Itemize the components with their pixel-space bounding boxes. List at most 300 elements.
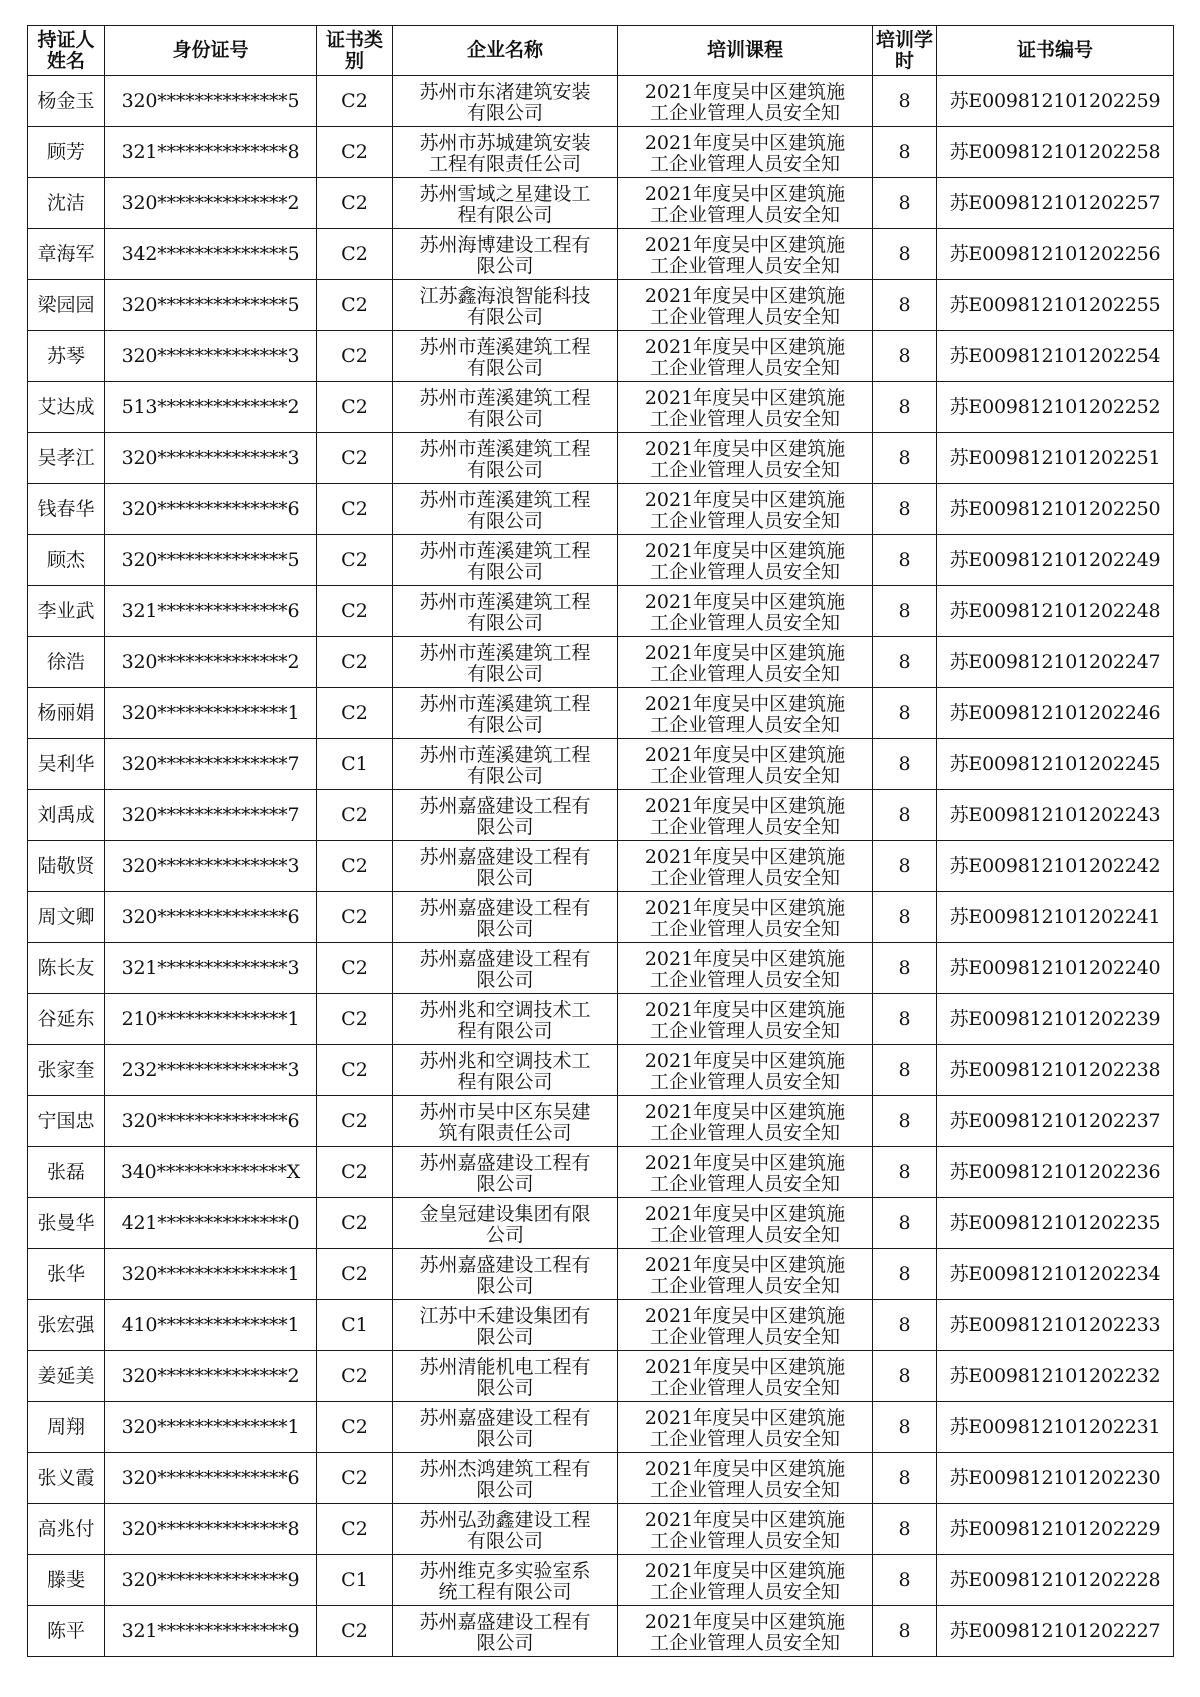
id-number-cell: 320**************8	[105, 1504, 317, 1555]
course-cell	[618, 1606, 873, 1657]
company-cell-text: 金皇冠建设集团有限公司	[419, 1202, 591, 1245]
hours-cell: 8	[873, 1606, 937, 1657]
holder-name-cell: 张华	[28, 1249, 105, 1300]
table-row	[28, 535, 1174, 586]
hours-cell: 8	[873, 1147, 937, 1198]
holder-name-cell: 张宏强	[28, 1300, 105, 1351]
course-cell-text: 2021年度吴中区建筑施工企业管理人员安全知	[644, 1100, 846, 1143]
company-cell-text: 苏州市东渚建筑安装有限公司	[419, 80, 591, 123]
table-row	[28, 1453, 1174, 1504]
table-row	[28, 1504, 1174, 1555]
course-cell	[618, 76, 873, 127]
company-cell-text: 苏州嘉盛建设工程有限公司	[419, 947, 591, 990]
course-cell	[618, 994, 873, 1045]
hours-cell: 8	[873, 484, 937, 535]
cert-type-cell: C1	[317, 1300, 393, 1351]
header-row	[28, 26, 1174, 76]
hours-cell: 8	[873, 586, 937, 637]
company-cell	[393, 1096, 618, 1147]
company-cell	[393, 1453, 618, 1504]
company-cell	[393, 739, 618, 790]
id-number-cell: 320**************3	[105, 331, 317, 382]
hours-cell: 8	[873, 739, 937, 790]
id-number-cell: 513**************2	[105, 382, 317, 433]
company-cell-text: 苏州市莲溪建筑工程有限公司	[419, 437, 591, 480]
cert-type-cell: C2	[317, 790, 393, 841]
table-row	[28, 892, 1174, 943]
course-cell-text: 2021年度吴中区建筑施工企业管理人员安全知	[644, 641, 846, 684]
company-cell	[393, 484, 618, 535]
id-number-cell: 320**************5	[105, 280, 317, 331]
company-cell	[393, 586, 618, 637]
course-cell-text: 2021年度吴中区建筑施工企业管理人员安全知	[644, 488, 846, 531]
hours-cell: 8	[873, 1096, 937, 1147]
table-row	[28, 688, 1174, 739]
table-row	[28, 127, 1174, 178]
cert-no-cell: 苏E009812101202239	[937, 994, 1174, 1045]
cert-type-cell: C2	[317, 229, 393, 280]
company-cell-text: 苏州嘉盛建设工程有限公司	[419, 1253, 591, 1296]
holder-name-cell: 周文卿	[28, 892, 105, 943]
cert-no-cell: 苏E009812101202258	[937, 127, 1174, 178]
table-row	[28, 280, 1174, 331]
company-cell-text: 江苏中禾建设集团有限公司	[419, 1304, 591, 1347]
company-cell-text: 苏州市莲溪建筑工程有限公司	[419, 386, 591, 429]
course-cell	[618, 1096, 873, 1147]
cert-type-cell: C2	[317, 178, 393, 229]
company-cell-text: 苏州海博建设工程有限公司	[419, 233, 591, 276]
company-cell-text: 苏州市莲溪建筑工程有限公司	[419, 539, 591, 582]
cert-type-cell: C2	[317, 1249, 393, 1300]
hours-cell: 8	[873, 1555, 937, 1606]
table-row	[28, 178, 1174, 229]
table-row	[28, 382, 1174, 433]
company-cell-text: 苏州嘉盛建设工程有限公司	[419, 896, 591, 939]
hours-cell: 8	[873, 1504, 937, 1555]
company-cell-text: 苏州嘉盛建设工程有限公司	[419, 1610, 591, 1653]
id-number-cell: 321**************9	[105, 1606, 317, 1657]
cert-no-cell: 苏E009812101202252	[937, 382, 1174, 433]
cert-no-cell: 苏E009812101202255	[937, 280, 1174, 331]
course-cell-text: 2021年度吴中区建筑施工企业管理人员安全知	[644, 947, 846, 990]
id-number-cell: 320**************5	[105, 535, 317, 586]
cert-type-cell: C2	[317, 841, 393, 892]
header-cert-type: 证书类别	[317, 26, 393, 76]
company-cell	[393, 688, 618, 739]
hours-cell: 8	[873, 637, 937, 688]
company-cell	[393, 943, 618, 994]
hours-cell: 8	[873, 433, 937, 484]
cert-type-cell: C2	[317, 994, 393, 1045]
header-company: 企业名称	[393, 26, 618, 76]
hours-cell: 8	[873, 892, 937, 943]
course-cell	[618, 1402, 873, 1453]
table-row	[28, 331, 1174, 382]
holder-name-cell: 杨金玉	[28, 76, 105, 127]
cert-no-cell: 苏E009812101202257	[937, 178, 1174, 229]
cert-type-cell: C2	[317, 382, 393, 433]
header-hours: 培训学时	[873, 26, 937, 76]
hours-cell: 8	[873, 1249, 937, 1300]
course-cell-text: 2021年度吴中区建筑施工企业管理人员安全知	[644, 1304, 846, 1347]
hours-cell: 8	[873, 1045, 937, 1096]
table-row	[28, 994, 1174, 1045]
course-cell	[618, 1045, 873, 1096]
id-number-cell: 232**************3	[105, 1045, 317, 1096]
course-cell-text: 2021年度吴中区建筑施工企业管理人员安全知	[644, 182, 846, 225]
cert-no-cell: 苏E009812101202249	[937, 535, 1174, 586]
cert-no-cell: 苏E009812101202256	[937, 229, 1174, 280]
table-row	[28, 76, 1174, 127]
hours-cell: 8	[873, 331, 937, 382]
company-cell	[393, 1402, 618, 1453]
id-number-cell: 342**************5	[105, 229, 317, 280]
course-cell	[618, 943, 873, 994]
cert-no-cell: 苏E009812101202242	[937, 841, 1174, 892]
cert-no-cell: 苏E009812101202246	[937, 688, 1174, 739]
cert-no-cell: 苏E009812101202259	[937, 76, 1174, 127]
holder-name-cell: 姜延美	[28, 1351, 105, 1402]
cert-no-cell: 苏E009812101202251	[937, 433, 1174, 484]
company-cell	[393, 229, 618, 280]
holder-name-cell: 苏琴	[28, 331, 105, 382]
course-cell-text: 2021年度吴中区建筑施工企业管理人员安全知	[644, 998, 846, 1041]
id-number-cell: 320**************2	[105, 637, 317, 688]
course-cell	[618, 1300, 873, 1351]
course-cell-text: 2021年度吴中区建筑施工企业管理人员安全知	[644, 1151, 846, 1194]
cert-no-cell: 苏E009812101202240	[937, 943, 1174, 994]
table-row	[28, 1300, 1174, 1351]
cert-type-cell: C2	[317, 484, 393, 535]
course-cell	[618, 1555, 873, 1606]
table-row	[28, 790, 1174, 841]
holder-name-cell: 刘禹成	[28, 790, 105, 841]
company-cell	[393, 535, 618, 586]
hours-cell: 8	[873, 127, 937, 178]
id-number-cell: 320**************5	[105, 76, 317, 127]
course-cell-text: 2021年度吴中区建筑施工企业管理人员安全知	[644, 1049, 846, 1092]
company-cell-text: 苏州市莲溪建筑工程有限公司	[419, 590, 591, 633]
holder-name-cell: 艾达成	[28, 382, 105, 433]
cert-no-cell: 苏E009812101202248	[937, 586, 1174, 637]
cert-type-cell: C2	[317, 943, 393, 994]
table-row	[28, 739, 1174, 790]
cert-no-cell: 苏E009812101202227	[937, 1606, 1174, 1657]
table-row	[28, 1249, 1174, 1300]
holder-name-cell: 谷延东	[28, 994, 105, 1045]
table-row	[28, 1351, 1174, 1402]
cert-no-cell: 苏E009812101202254	[937, 331, 1174, 382]
id-number-cell: 321**************6	[105, 586, 317, 637]
cert-type-cell: C2	[317, 433, 393, 484]
company-cell	[393, 1249, 618, 1300]
header-cert-no: 证书编号	[937, 26, 1174, 76]
course-cell	[618, 229, 873, 280]
holder-name-cell: 徐浩	[28, 637, 105, 688]
company-cell	[393, 1606, 618, 1657]
holder-name-cell: 周翔	[28, 1402, 105, 1453]
table-row	[28, 1045, 1174, 1096]
holder-name-cell: 高兆付	[28, 1504, 105, 1555]
cert-type-cell: C2	[317, 688, 393, 739]
company-cell-text: 江苏鑫海浪智能科技有限公司	[419, 284, 591, 327]
holder-name-cell: 滕斐	[28, 1555, 105, 1606]
course-cell	[618, 841, 873, 892]
id-number-cell: 320**************7	[105, 790, 317, 841]
hours-cell: 8	[873, 280, 937, 331]
course-cell	[618, 280, 873, 331]
company-cell	[393, 1147, 618, 1198]
company-cell	[393, 382, 618, 433]
cert-no-cell: 苏E009812101202238	[937, 1045, 1174, 1096]
cert-no-cell: 苏E009812101202234	[937, 1249, 1174, 1300]
table-row	[28, 229, 1174, 280]
cert-type-cell: C2	[317, 1096, 393, 1147]
course-cell	[618, 127, 873, 178]
id-number-cell: 321**************3	[105, 943, 317, 994]
course-cell-text: 2021年度吴中区建筑施工企业管理人员安全知	[644, 1559, 846, 1602]
course-cell-text: 2021年度吴中区建筑施工企业管理人员安全知	[644, 1355, 846, 1398]
course-cell	[618, 535, 873, 586]
course-cell-text: 2021年度吴中区建筑施工企业管理人员安全知	[644, 1508, 846, 1551]
table-row	[28, 1096, 1174, 1147]
hours-cell: 8	[873, 790, 937, 841]
holder-name-cell: 吴孝江	[28, 433, 105, 484]
holder-name-cell: 陈平	[28, 1606, 105, 1657]
id-number-cell: 210**************1	[105, 994, 317, 1045]
course-cell-text: 2021年度吴中区建筑施工企业管理人员安全知	[644, 437, 846, 480]
company-cell	[393, 127, 618, 178]
company-cell	[393, 994, 618, 1045]
holder-name-cell: 钱春华	[28, 484, 105, 535]
id-number-cell: 320**************6	[105, 1096, 317, 1147]
hours-cell: 8	[873, 1198, 937, 1249]
hours-cell: 8	[873, 943, 937, 994]
holder-name-cell: 顾芳	[28, 127, 105, 178]
id-number-cell: 320**************1	[105, 688, 317, 739]
course-cell-text: 2021年度吴中区建筑施工企业管理人员安全知	[644, 131, 846, 174]
holder-name-cell: 杨丽娟	[28, 688, 105, 739]
cert-no-cell: 苏E009812101202229	[937, 1504, 1174, 1555]
course-cell-text: 2021年度吴中区建筑施工企业管理人员安全知	[644, 845, 846, 888]
company-cell	[393, 1351, 618, 1402]
cert-type-cell: C1	[317, 739, 393, 790]
table-row	[28, 1555, 1174, 1606]
course-cell-text: 2021年度吴中区建筑施工企业管理人员安全知	[644, 743, 846, 786]
hours-cell: 8	[873, 994, 937, 1045]
holder-name-cell: 宁国忠	[28, 1096, 105, 1147]
course-cell-text: 2021年度吴中区建筑施工企业管理人员安全知	[644, 794, 846, 837]
company-cell-text: 苏州雪域之星建设工程有限公司	[419, 182, 591, 225]
table-row	[28, 1402, 1174, 1453]
course-cell-text: 2021年度吴中区建筑施工企业管理人员安全知	[644, 80, 846, 123]
cert-no-cell: 苏E009812101202233	[937, 1300, 1174, 1351]
hours-cell: 8	[873, 535, 937, 586]
cert-type-cell: C2	[317, 331, 393, 382]
hours-cell: 8	[873, 229, 937, 280]
course-cell-text: 2021年度吴中区建筑施工企业管理人员安全知	[644, 539, 846, 582]
course-cell-text: 2021年度吴中区建筑施工企业管理人员安全知	[644, 284, 846, 327]
course-cell	[618, 433, 873, 484]
cert-type-cell: C2	[317, 1045, 393, 1096]
cert-type-cell: C2	[317, 1402, 393, 1453]
id-number-cell: 321**************8	[105, 127, 317, 178]
hours-cell: 8	[873, 382, 937, 433]
holder-name-cell: 陈长友	[28, 943, 105, 994]
id-number-cell: 320**************2	[105, 1351, 317, 1402]
course-cell	[618, 739, 873, 790]
course-cell	[618, 1249, 873, 1300]
course-cell	[618, 637, 873, 688]
hours-cell: 8	[873, 1300, 937, 1351]
company-cell-text: 苏州市莲溪建筑工程有限公司	[419, 743, 591, 786]
cert-type-cell: C2	[317, 1453, 393, 1504]
company-cell-text: 苏州清能机电工程有限公司	[419, 1355, 591, 1398]
table-body	[28, 76, 1174, 1657]
company-cell-text: 苏州市莲溪建筑工程有限公司	[419, 641, 591, 684]
holder-name-cell: 章海军	[28, 229, 105, 280]
course-cell-text: 2021年度吴中区建筑施工企业管理人员安全知	[644, 335, 846, 378]
id-number-cell: 320**************1	[105, 1402, 317, 1453]
id-number-cell: 320**************1	[105, 1249, 317, 1300]
cert-type-cell: C2	[317, 1351, 393, 1402]
cert-no-cell: 苏E009812101202236	[937, 1147, 1174, 1198]
course-cell	[618, 1453, 873, 1504]
table-row	[28, 637, 1174, 688]
company-cell	[393, 1504, 618, 1555]
cert-no-cell: 苏E009812101202232	[937, 1351, 1174, 1402]
holder-name-cell: 张曼华	[28, 1198, 105, 1249]
hours-cell: 8	[873, 1402, 937, 1453]
cert-type-cell: C2	[317, 1606, 393, 1657]
company-cell	[393, 637, 618, 688]
company-cell-text: 苏州兆和空调技术工程有限公司	[419, 998, 591, 1041]
cert-type-cell: C2	[317, 892, 393, 943]
company-cell	[393, 433, 618, 484]
holder-name-cell: 李业武	[28, 586, 105, 637]
id-number-cell: 320**************3	[105, 841, 317, 892]
company-cell-text: 苏州市莲溪建筑工程有限公司	[419, 488, 591, 531]
course-cell-text: 2021年度吴中区建筑施工企业管理人员安全知	[644, 896, 846, 939]
course-cell	[618, 1147, 873, 1198]
course-cell-text: 2021年度吴中区建筑施工企业管理人员安全知	[644, 1610, 846, 1653]
cert-no-cell: 苏E009812101202228	[937, 1555, 1174, 1606]
cert-type-cell: C2	[317, 1504, 393, 1555]
course-cell-text: 2021年度吴中区建筑施工企业管理人员安全知	[644, 1253, 846, 1296]
company-cell	[393, 280, 618, 331]
company-cell-text: 苏州市莲溪建筑工程有限公司	[419, 692, 591, 735]
header-holder-name: 持证人姓名	[28, 26, 105, 76]
holder-name-cell: 吴利华	[28, 739, 105, 790]
course-cell	[618, 484, 873, 535]
company-cell-text: 苏州市吴中区东吴建筑有限责任公司	[419, 1100, 591, 1143]
certificate-table	[27, 25, 1174, 1657]
cert-type-cell: C2	[317, 280, 393, 331]
table-row	[28, 433, 1174, 484]
holder-name-cell: 顾杰	[28, 535, 105, 586]
header-course: 培训课程	[618, 26, 873, 76]
cert-no-cell: 苏E009812101202231	[937, 1402, 1174, 1453]
course-cell	[618, 331, 873, 382]
company-cell	[393, 1045, 618, 1096]
cert-type-cell: C2	[317, 535, 393, 586]
cert-no-cell: 苏E009812101202230	[937, 1453, 1174, 1504]
company-cell	[393, 841, 618, 892]
hours-cell: 8	[873, 1453, 937, 1504]
company-cell	[393, 892, 618, 943]
holder-name-cell: 张磊	[28, 1147, 105, 1198]
holder-name-cell: 沈洁	[28, 178, 105, 229]
company-cell-text: 苏州兆和空调技术工程有限公司	[419, 1049, 591, 1092]
id-number-cell: 320**************6	[105, 1453, 317, 1504]
company-cell-text: 苏州杰鸿建筑工程有限公司	[419, 1457, 591, 1500]
company-cell-text: 苏州嘉盛建设工程有限公司	[419, 1406, 591, 1449]
company-cell	[393, 1555, 618, 1606]
cert-no-cell: 苏E009812101202235	[937, 1198, 1174, 1249]
id-number-cell: 421**************0	[105, 1198, 317, 1249]
company-cell	[393, 331, 618, 382]
id-number-cell: 320**************6	[105, 484, 317, 535]
table-row	[28, 841, 1174, 892]
course-cell	[618, 1351, 873, 1402]
holder-name-cell: 张义霞	[28, 1453, 105, 1504]
holder-name-cell: 张家奎	[28, 1045, 105, 1096]
id-number-cell: 320**************3	[105, 433, 317, 484]
table-row	[28, 943, 1174, 994]
course-cell	[618, 1504, 873, 1555]
course-cell-text: 2021年度吴中区建筑施工企业管理人员安全知	[644, 1202, 846, 1245]
table-row	[28, 484, 1174, 535]
course-cell-text: 2021年度吴中区建筑施工企业管理人员安全知	[644, 692, 846, 735]
table-row	[28, 586, 1174, 637]
holder-name-cell: 陆敬贤	[28, 841, 105, 892]
id-number-cell: 320**************9	[105, 1555, 317, 1606]
cert-no-cell: 苏E009812101202241	[937, 892, 1174, 943]
cert-type-cell: C2	[317, 127, 393, 178]
company-cell	[393, 1198, 618, 1249]
company-cell-text: 苏州维克多实验室系统工程有限公司	[419, 1559, 591, 1602]
table-row	[28, 1147, 1174, 1198]
cert-type-cell: C2	[317, 1147, 393, 1198]
cert-type-cell: C2	[317, 1198, 393, 1249]
course-cell	[618, 790, 873, 841]
course-cell	[618, 892, 873, 943]
company-cell-text: 苏州嘉盛建设工程有限公司	[419, 1151, 591, 1194]
hours-cell: 8	[873, 178, 937, 229]
table-row	[28, 1606, 1174, 1657]
cert-type-cell: C2	[317, 76, 393, 127]
company-cell	[393, 178, 618, 229]
course-cell-text: 2021年度吴中区建筑施工企业管理人员安全知	[644, 1406, 846, 1449]
company-cell	[393, 790, 618, 841]
cert-no-cell: 苏E009812101202243	[937, 790, 1174, 841]
cert-type-cell: C2	[317, 586, 393, 637]
course-cell-text: 2021年度吴中区建筑施工企业管理人员安全知	[644, 233, 846, 276]
course-cell	[618, 688, 873, 739]
course-cell-text: 2021年度吴中区建筑施工企业管理人员安全知	[644, 590, 846, 633]
cert-type-cell: C2	[317, 637, 393, 688]
course-cell	[618, 586, 873, 637]
cert-no-cell: 苏E009812101202247	[937, 637, 1174, 688]
company-cell-text: 苏州弘劲鑫建设工程有限公司	[419, 1508, 591, 1551]
course-cell-text: 2021年度吴中区建筑施工企业管理人员安全知	[644, 386, 846, 429]
id-number-cell: 410**************1	[105, 1300, 317, 1351]
id-number-cell: 320**************6	[105, 892, 317, 943]
id-number-cell: 340**************X	[105, 1147, 317, 1198]
id-number-cell: 320**************2	[105, 178, 317, 229]
company-cell-text: 苏州市莲溪建筑工程有限公司	[419, 335, 591, 378]
holder-name-cell: 梁园园	[28, 280, 105, 331]
